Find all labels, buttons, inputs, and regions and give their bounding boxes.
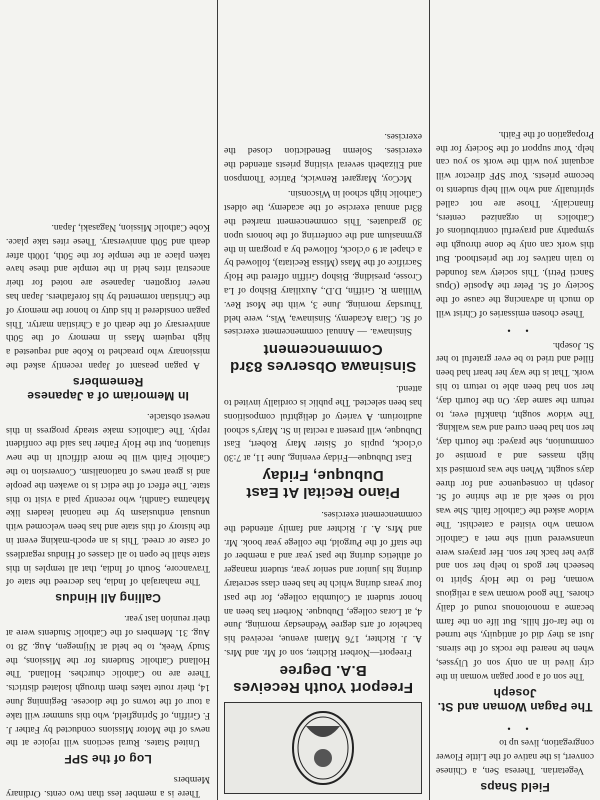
advertisement-portrait xyxy=(224,702,422,794)
article-end-fragment: There is a member less than two cents. Ordinary Members xyxy=(6,774,210,799)
column-right xyxy=(0,0,216,800)
column-rule xyxy=(429,0,430,800)
headline-piano-recital: Piano Recital At East Dubuque, Friday xyxy=(246,467,400,502)
headline-field-snaps: Field Snaps xyxy=(480,780,550,794)
article-field-snaps: Vegetarian. Theresa Sen, a Chinese convert, is the native of the Little Flower congregation, lives up to xyxy=(436,737,594,776)
headline-log-spf: Log of the SPF xyxy=(64,752,152,767)
column-left xyxy=(430,0,600,800)
article-piano-recital: East Dubuque—Friday evening, June 11, at 7:30 o'clock, pupils of Sister Mary Robert, East Dubuque, will present a recital in St. Mary's school auditorium. A variety of delightful compositions has been selected. The public is cordially invited to attend. xyxy=(224,383,422,464)
article-calling-hindus: The maharajah of India, has decreed the state of Travancore, South of India, that all temples in this state shall be open to all classes of Hindus regardless of caste or creed. This is an epoch-making event in the history of this state and has been welcomed with unusual enthusiasm by the national leaders like Mahatma Gandhi, who recently paid a visit to this state. The effect of the edict is to awaken the people and is great news of nationalism. Conversion to the Catholic Faith will be more difficult in the new situation, but the Holy Father has said the confident reply. The Catholics make steady progress in this newest obstacle. xyxy=(6,410,210,588)
headline-memoriam: In Memoriam of a Japanese Remembers xyxy=(27,375,189,404)
article-log-spf: United States. Rural sections will rejoice at the news of the Motor Missions conducted by Father J. F. Griffin, of Springfield, who this summer will take a tour of the towns of the diocese. Beginning June 14, their route takes them through isolated districts. There are no Catholic churches. Holland. The Holland Catholic Students for the Missions, the Study Week, to be held at Nijmegen, Aug. 28 to Aug. 31. Members of the Catholic Students were at their reunion last year. xyxy=(6,613,210,749)
headline-pagan-woman: The Pagan Woman and St. Joseph xyxy=(437,685,593,714)
article-top-fragment: McCoy, Margaret Renwick, Patrice Thompson and Elizabeth several visiting priests attended the exercises. Solemn Benediction closed the exercises. xyxy=(224,131,422,184)
article-freeport: Freeport—Norbert Richter, son of Mr. and Mrs. A. J. Richter, 176 Miami avenue, received his bachelor of arts degree Wednesday morning, June 4, at Loras college, Dubuque. Norbert has been an honor student at Columbia college, for the past four years during which he has been class secretary during his junior and senior year, student manager of athletics during the past year and a member of the staff of the Purgold, the college year book. Mr. and Mrs. A. J. Richter and family attended the commencement exercises. xyxy=(224,509,422,658)
separator-dots: • • xyxy=(501,323,529,335)
column-middle xyxy=(218,0,428,800)
headline-freeport: Freeport Youth Receives B.A. Degree xyxy=(233,662,413,696)
portrait-engraving-icon xyxy=(288,708,358,788)
article-memoriam: A pagan peasant of Japan recently asked the missionary who preached to Kobe and requested a high requiem Mass in memory of the 50th anniversary of the death of a Christian martyr. This pagan considered it his duty to honor the memory of the Christian tormented by his forefathers. Japan has never forgotten. Japanese are noted for their ancestral rites held in the temple and these have taken place at the temple for the 50th, 100th after death and 50th anniversary. These rites take place. Kobe Catholic Mission, Nagasaki, Japan. xyxy=(6,222,210,372)
article-sinsinawa: Sinsinawa. — Annual commencement exercises of St. Clara Academy, Sinsinawa, Wis., were held Thursday morning, June 3, with the Most Rev. William R. Griffin, D.D., Auxiliary Bishop of La Crosse, presiding. Bishop Griffin offered the Holy Sacrifice of the Mass (Missa Recitata), followed by a chapel at 9 o'clock, followed by a program in the gymnasium and the conferring of the honors upon 30 graduates. This commencement marked the 83rd annual exercise of the academy, the oldest Catholic high school in Wisconsin. xyxy=(224,188,422,338)
headline-sinsinawa: Sinsinawa Observes 83rd Commencement xyxy=(229,341,417,376)
separator-dots: • • xyxy=(501,721,529,733)
headline-calling-hindus: Calling All Hindus xyxy=(55,591,161,606)
article-chosen-emissaries: These chosen emissaries of Christ will do much in advancing the cause of the Society of St. Peter the Apostle (Opus Sancti Petri). This society was founded to train natives for the priesthood. But this work can only be done through the sympathy and prayerful contributions of Catholics in organized centers, financially. Those are not called spiritually and who will help students to become priests. Your SPF director will acquaint you with the work so you can help. Your support of the Society for the Propagation of the Faith. xyxy=(436,128,594,320)
article-pagan-woman: The son of a poor pagan woman in the city lived in an only son of Ulysses, when he neared the rocks of the sirens. Just as they did of antiquity, she turned to the far-off hills. But life on the farm became a monotonous round of daily chores. The good woman was a religious woman, fled to the Holy Spirit to beseech her gods to help her son and give her back her son. Her prayers were unanswered until she met a Catholic woman who visited a catechist. The widow asked the Catholic faith. She was told to seek aid at the shrine of St. Joseph in consequence and for three days sought. When she was promised six high masses and a promise of communion, she prayed: the fourth day, her son had been cured and was walking. The widow sought, thankful ever, to return the same day. On the fourth day, her son had been able to return to his work. That is the way her heart had been filled and tried to be ever grateful to her St. Joseph. xyxy=(436,339,594,682)
column-rule xyxy=(217,0,218,800)
